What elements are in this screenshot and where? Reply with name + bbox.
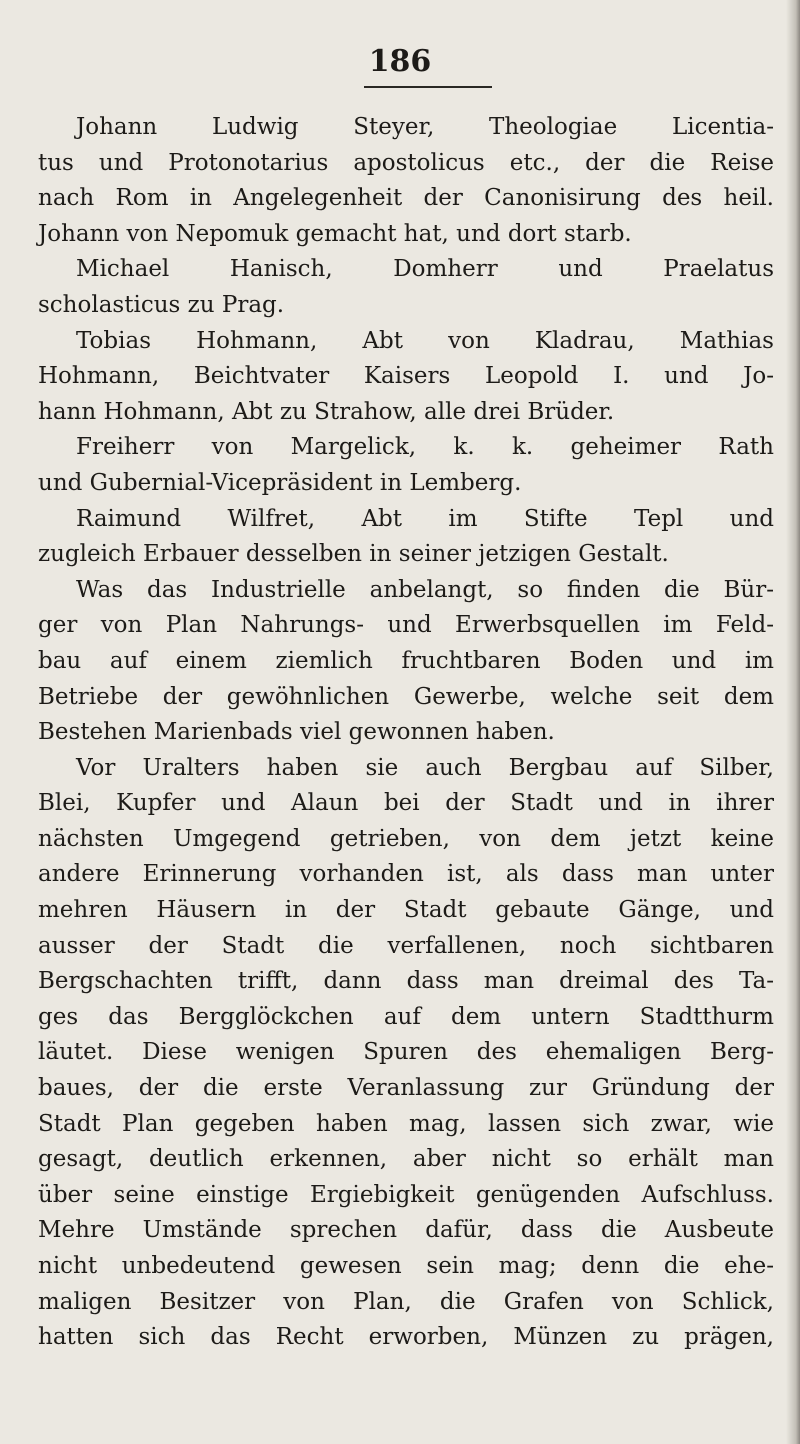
page-edge-shadow xyxy=(786,0,800,1444)
text-line: ausser der Stadt die verfallenen, noch sichtbaren xyxy=(38,932,774,959)
text-line: zugleich Erbauer desselben in seiner jetzigen Gestalt. xyxy=(38,541,669,568)
text-line: tus und Protonotarius apostolicus etc., der die Reise xyxy=(38,149,774,176)
text-line: maligen Besitzer von Plan, die Grafen von Schlick, xyxy=(38,1288,774,1315)
text-line: nach Rom in Angelegenheit der Canonisirung des heil. xyxy=(38,185,774,212)
text-line: nicht unbedeutend gewesen sein mag; denn die ehe- xyxy=(38,1253,774,1279)
text-line: nächsten Umgegend getrieben, von dem jetzt keine xyxy=(38,825,774,852)
page-number: 186 xyxy=(368,44,432,79)
text-line: Freiherr von Margelick, k. k. geheimer Rath xyxy=(76,434,774,461)
text-line: Vor Uralters haben sie auch Bergbau auf Silber, xyxy=(76,754,774,781)
text-line: Tobias Hohmann, Abt von Kladrau, Mathias xyxy=(76,327,774,354)
text-line: Hohmann, Beichtvater Kaisers Leopold I. und Jo- xyxy=(38,363,774,390)
text-line: baues, der die erste Veranlassung zur Gründung der xyxy=(38,1075,774,1102)
text-line: scholasticus zu Prag. xyxy=(38,291,285,318)
text-line: Stadt Plan gegeben haben mag, lassen sich zwar, wie xyxy=(38,1110,774,1137)
text-line: Mehre Umstände sprechen dafür, dass die Ausbeute xyxy=(38,1217,774,1244)
text-line: gesagt, deutlich erkennen, aber nicht so erhält man xyxy=(38,1146,774,1173)
text-line: läutet. Diese wenigen Spuren des ehemaligen Berg- xyxy=(38,1039,774,1066)
text-line: Raimund Wilfret, Abt im Stifte Tepl und xyxy=(76,505,774,532)
text-line: Bergschachten trifft, dann dass man dreimal des Ta- xyxy=(38,968,774,995)
text-line: mehren Häusern in der Stadt gebaute Gänge, und xyxy=(38,897,774,924)
body-text xyxy=(38,110,774,1356)
text-line: ges das Bergglöckchen auf dem untern Stadtthurm xyxy=(38,1003,774,1030)
page-number-rule xyxy=(364,86,492,88)
text-line: hatten sich das Recht erworben, Münzen zu prägen, xyxy=(38,1324,774,1351)
text-line: Bestehen Marienbads viel gewonnen haben. xyxy=(38,719,555,746)
text-line: Michael Hanisch, Domherr und Praelatus xyxy=(76,256,774,283)
text-line: Johann von Nepomuk gemacht hat, und dort starb. xyxy=(38,220,632,247)
text-line: Johann Ludwig Steyer, Theologiae Licentia- xyxy=(76,114,774,140)
text-line: Was das Industrielle anbelangt, so finden die Bür- xyxy=(76,576,774,603)
text-line: hann Hohmann, Abt zu Strahow, alle drei Brüder. xyxy=(38,398,615,425)
text-line: Blei, Kupfer und Alaun bei der Stadt und in ihrer xyxy=(38,790,774,817)
text-line: andere Erinnerung vorhanden ist, als dass man unter xyxy=(38,861,774,888)
text-line: und Gubernial-Vicepräsident in Lemberg. xyxy=(38,469,522,496)
text-line: Betriebe der gewöhnlichen Gewerbe, welche seit dem xyxy=(38,683,774,710)
text-line: über seine einstige Ergiebigkeit genügenden Aufschluss. xyxy=(38,1181,774,1208)
text-line: bau auf einem ziemlich fruchtbaren Boden und im xyxy=(38,647,774,674)
text-line: ger von Plan Nahrungs- und Erwerbsquellen im Feld- xyxy=(38,612,774,639)
